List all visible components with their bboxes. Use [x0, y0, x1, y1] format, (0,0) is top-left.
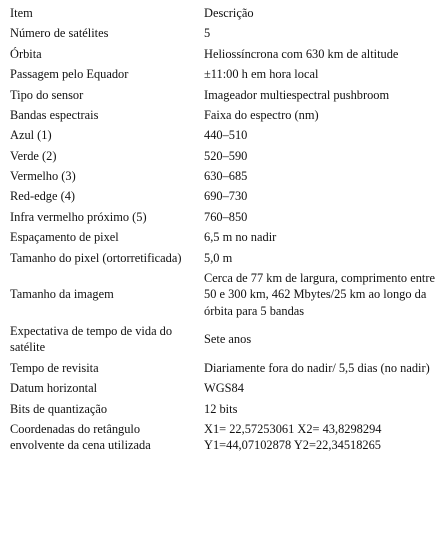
item-cell: Passagem pelo Equador [10, 67, 129, 82]
item-cell: Red-edge (4) [10, 189, 76, 204]
table-row [6, 268, 438, 321]
description-cell: Imageador multiespectral pushbroom [204, 87, 390, 102]
description-cell: Diariamente fora do nadir/ 5,5 dias (no nadir) [204, 360, 430, 375]
table-row [6, 248, 438, 268]
description-cell: Faixa do espectro (nm) [204, 107, 319, 122]
item-cell: Vermelho (3) [10, 169, 76, 183]
description-cell: 5 [204, 26, 211, 41]
item-cell: Tamanho do pixel (ortorretificada) [10, 250, 182, 265]
item-cell: Tempo de revisita [10, 360, 99, 375]
table-row [6, 227, 438, 247]
item-cell: Órbita [10, 46, 42, 61]
item-cell: Coordenadas do retângulo envolvente da cena utilizada [10, 421, 151, 453]
table-row [6, 358, 438, 378]
item-cell: Espaçamento de pixel [10, 230, 119, 245]
description-cell: 760–850 [204, 209, 248, 224]
specs-table [6, 3, 438, 456]
description-cell: 520–590 [204, 148, 248, 163]
table-row [6, 23, 438, 43]
table-row [6, 186, 438, 206]
item-cell: Azul (1) [10, 128, 52, 143]
item-cell: Tipo do sensor [10, 87, 84, 102]
description-cell: 630–685 [204, 169, 248, 183]
item-cell: Bits de quantização [10, 401, 108, 416]
description-cell: X1= 22,57253061 X2= 43,8298294 Y1=44,07102878 Y2=22,34518265 [204, 421, 382, 453]
description-cell: 440–510 [204, 128, 248, 143]
table-row [6, 399, 438, 419]
table-row [6, 207, 438, 227]
table-row [6, 166, 438, 186]
table-row [6, 378, 438, 398]
item-cell: Tamanho da imagem [10, 287, 114, 302]
description-cell: Sete anos [204, 332, 252, 347]
table-row [6, 419, 438, 456]
description-cell: WGS84 [204, 381, 244, 396]
description-cell: 6,5 m no nadir [204, 230, 277, 245]
description-cell: ±11:00 h em hora local [204, 67, 319, 82]
table-row [6, 321, 438, 358]
item-cell: Infra vermelho próximo (5) [10, 209, 147, 224]
table-row [6, 146, 438, 166]
description-cell: 5,0 m [204, 250, 233, 265]
table-row [6, 85, 438, 105]
description-cell: Heliossíncrona com 630 km de altitude [204, 46, 399, 61]
item-cell: Verde (2) [10, 148, 57, 163]
table-row [6, 44, 438, 64]
table-row [6, 105, 438, 125]
table-row [6, 64, 438, 84]
item-cell: Número de satélites [10, 26, 109, 41]
description-cell: 690–730 [204, 189, 248, 204]
table-row [6, 125, 438, 145]
table-body [6, 23, 438, 455]
item-cell: Expectativa de tempo de vida do satélite [10, 324, 173, 355]
header-item: Item [10, 6, 33, 20]
header-description: Descrição [204, 6, 254, 20]
description-cell: Cerca de 77 km de largura, comprimento entre 50 e 300 km, 462 Mbytes/25 km ao longo da órbita para 5 bandas [204, 270, 435, 318]
description-cell: 12 bits [204, 401, 238, 416]
item-cell: Bandas espectrais [10, 107, 99, 122]
item-cell: Datum horizontal [10, 381, 98, 396]
table-header-row [6, 3, 438, 23]
